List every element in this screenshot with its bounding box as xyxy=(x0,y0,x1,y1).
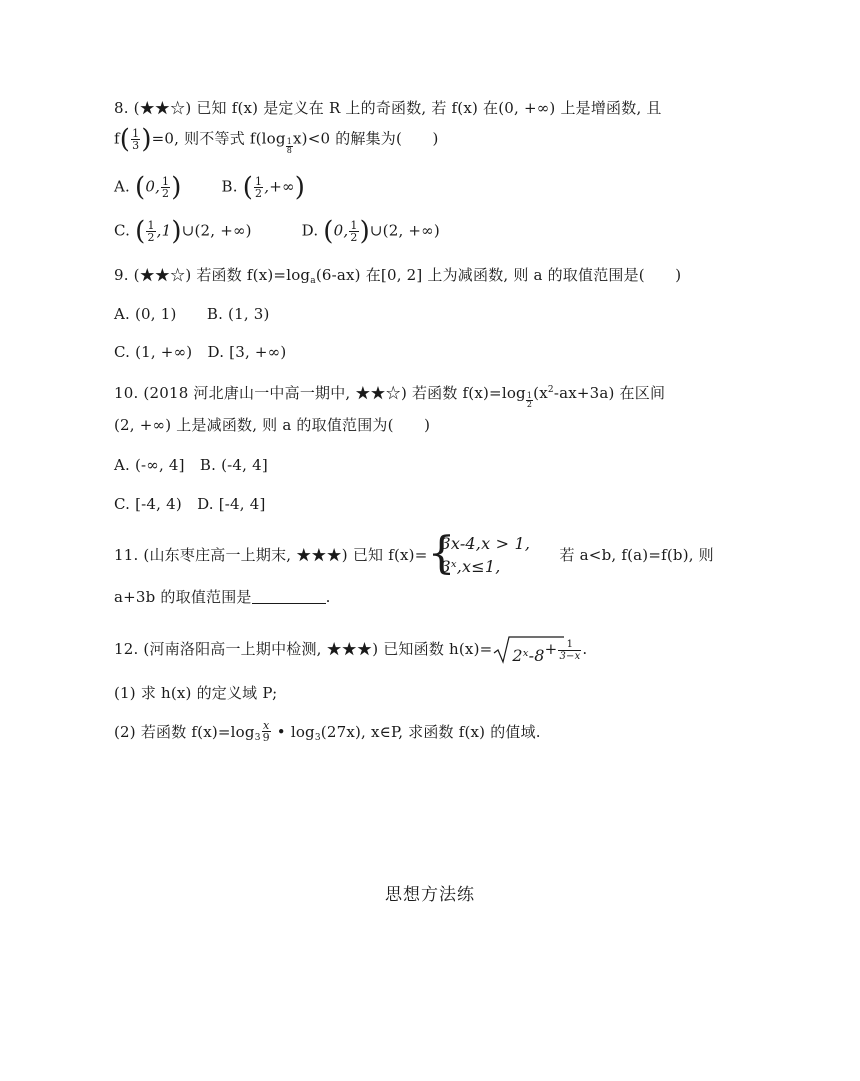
q8-log-base-num: 1 xyxy=(286,136,293,146)
q10-sup: 2 xyxy=(547,385,554,395)
q12-part2-sub2: 3 xyxy=(314,733,321,743)
q11-line2-post: . xyxy=(325,588,331,606)
q8-optB-label: B. xyxy=(221,177,238,196)
q8-optD-open: ( xyxy=(323,216,334,247)
q10-options-cd: C. [-4, 4) D. [-4, 4] xyxy=(114,495,266,513)
q11-stem-line1 xyxy=(114,528,714,579)
q8-optA-frac xyxy=(161,176,170,199)
q11-case2: 3ˣ,x≤1, xyxy=(440,557,501,576)
q8-optC-close: ) xyxy=(171,216,182,247)
q8-stem-line2 xyxy=(114,124,439,155)
section-title: 思想方法练 xyxy=(385,885,475,905)
sqrt-sign-icon xyxy=(492,635,564,665)
q8-optD-den: 2 xyxy=(350,231,358,244)
q8-frac-den: 3 xyxy=(132,139,140,152)
q8-optB-close: ) xyxy=(294,172,306,203)
q11-brace: { xyxy=(427,528,456,579)
q10-options-ab: A. (-∞, 4] B. (-4, 4] xyxy=(114,456,268,474)
q8-optD-label: D. xyxy=(301,221,319,240)
q12-stem xyxy=(114,634,587,664)
q12-part1: (1) 求 h(x) 的定义域 P; xyxy=(114,684,278,702)
q8-mid-text: =0, 则不等式 f(log xyxy=(151,129,286,148)
q8-optC-den: 2 xyxy=(147,231,155,244)
q12-pre: 12. (河南洛阳高一上期中检测, ★★★) 已知函数 h(x)= xyxy=(114,640,493,658)
q12-part2-pre: (2) 若函数 f(x)=log xyxy=(114,723,255,741)
q8-optB-right: ,+∞ xyxy=(264,177,295,196)
q8-options-ab xyxy=(114,172,306,203)
q11-post: 若 a<b, f(a)=f(b), 则 xyxy=(559,546,714,564)
q12-frac-den: 3−x xyxy=(559,650,581,662)
q9-stem xyxy=(114,265,681,291)
q10-stem-line1 xyxy=(114,380,665,409)
q8-paren-close: ) xyxy=(141,124,152,155)
q10-mid: (x xyxy=(533,384,548,402)
q8-optA-label: A. xyxy=(114,177,131,196)
q8-optD-tail: ∪(2, +∞) xyxy=(369,221,440,240)
q9-pre: 9. (★★☆) 若函数 f(x)=log xyxy=(114,266,311,284)
q8-optB-num: 1 xyxy=(255,175,263,188)
q8-optA-left: 0, xyxy=(145,177,161,196)
q12-frac-num: 1 xyxy=(558,639,581,651)
q8-optC-frac xyxy=(146,220,155,243)
q9-options-ab: A. (0, 1) B. (1, 3) xyxy=(114,305,270,323)
q8-optD-num: 1 xyxy=(350,219,358,232)
q10-pre: 10. (2018 河北唐山一中高一期中, ★★☆) 若函数 f(x)=log xyxy=(114,384,526,402)
q12-part2 xyxy=(114,720,541,748)
q9-log-base: a xyxy=(310,276,316,286)
q10-log-base-den: 2 xyxy=(526,400,533,409)
q8-optB-den: 2 xyxy=(255,187,263,200)
q10-post: -ax+3a) 在区间 xyxy=(553,384,666,402)
q8-optA-num: 1 xyxy=(162,175,170,188)
q8-log-base-den: 8 xyxy=(286,145,293,155)
q12-part2-frac xyxy=(262,720,271,743)
q9-post: (6-ax) 在[0, 2] 上为减函数, 则 a 的取值范围是( ) xyxy=(315,266,682,284)
q8-optB-open: ( xyxy=(242,172,254,203)
q12-part2-mid: • log xyxy=(271,723,315,741)
q8-optD-close: ) xyxy=(359,216,370,247)
q8-optD-left: 0, xyxy=(333,221,349,240)
q8-frac-one-third xyxy=(131,128,140,151)
q8-options-cd xyxy=(114,216,440,247)
q11-stem-line2 xyxy=(114,587,331,607)
q8-optC-num: 1 xyxy=(147,219,155,232)
q8-paren-open: ( xyxy=(119,124,131,155)
q8-optA-close: ) xyxy=(171,172,182,203)
q8-optC-open: ( xyxy=(135,216,146,247)
q11-answer-blank[interactable] xyxy=(252,589,326,604)
q12-post: . xyxy=(582,640,588,658)
q12-plus: + xyxy=(544,640,558,658)
q12-sqrt xyxy=(492,635,544,665)
q10-log-base-num: 1 xyxy=(526,391,533,400)
q8-optC-label: C. xyxy=(114,221,131,240)
q8-optA-open: ( xyxy=(134,172,146,203)
q12-part2-post: (27x), x∈P, 求函数 f(x) 的值域. xyxy=(320,723,541,741)
q12-sqrt-content: 2ˣ-8 xyxy=(512,646,545,665)
q8-optB-frac xyxy=(254,176,263,199)
q8-frac-num: 1 xyxy=(132,127,140,140)
q8-suffix-text: x)<0 的解集为( ) xyxy=(293,129,439,148)
q11-piecewise xyxy=(427,528,560,579)
q8-optD-frac xyxy=(349,220,358,243)
q11-line2-pre: a+3b 的取值范围是 xyxy=(114,588,252,606)
q8-optC-tail: ∪(2, +∞) xyxy=(181,221,252,240)
q12-part2-frac-den: 9 xyxy=(262,731,270,744)
q11-case1: 3x-4,x > 1, xyxy=(440,534,531,553)
q8-log-base xyxy=(286,138,293,155)
q8-f: f xyxy=(114,129,120,148)
q12-part2-frac-num: x xyxy=(263,719,270,732)
q12-part2-sub: 3 xyxy=(254,733,261,743)
q8-optA-den: 2 xyxy=(162,187,170,200)
q8-optC-right: ,1 xyxy=(156,221,172,240)
q10-stem-line2: (2, +∞) 上是减函数, 则 a 的取值范围为( ) xyxy=(114,416,431,434)
q9-options-cd: C. (1, +∞) D. [3, +∞) xyxy=(114,343,287,361)
q8-stem-line1: 8. (★★☆) 已知 f(x) 是定义在 R 上的奇函数, 若 f(x) 在(0, +∞) 上是增函数, 且 xyxy=(114,99,662,117)
q11-pre: 11. (山东枣庄高一上期末, ★★★) 已知 f(x)= xyxy=(114,546,428,564)
